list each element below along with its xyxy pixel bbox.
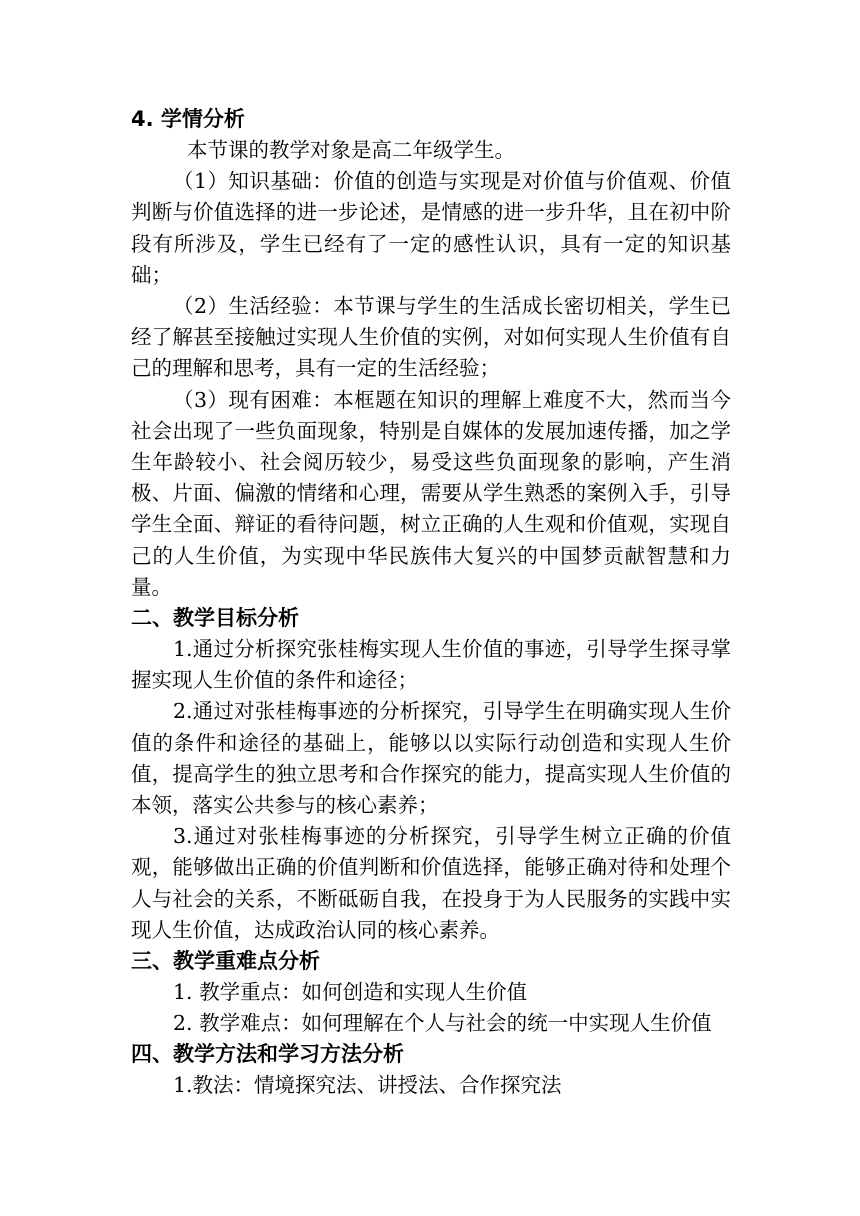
section-heading-learner-analysis: 4. 学情分析 <box>131 107 245 131</box>
paragraph-life-experience: （2）生活经验：本节课与学生的生活成长密切相关，学生已经了解甚至接触过实现人生价值的实例，对如何实现人生价值有自己的理解和思考，具有一定的生活经验； <box>131 294 731 381</box>
paragraph-teaching-target: 本节课的教学对象是高二年级学生。 <box>187 138 515 162</box>
section-heading-teaching-methods: 四、教学方法和学习方法分析 <box>131 1042 404 1067</box>
document-body <box>131 104 731 1102</box>
paragraph-objective-3: 3.通过对张桂梅事迹的分析探究，引导学生树立正确的价值观，能够做出正确的价值判断和价值选择，能够正确对待和处理个人与社会的关系，不断砥砺自我，在投身于为人民服务的实践中实现人生价值，达成政治认同的核心素养。 <box>131 824 731 942</box>
paragraph-objective-2: 2.通过对张桂梅事迹的分析探究，引导学生在明确实现人生价值的条件和途径的基础上，能够以以实际行动创造和实现人生价值，提高学生的独立思考和合作探究的能力，提高实现人生价值的本领，落实公共参与的核心素养； <box>131 699 731 818</box>
paragraph-difficult-point: 2. 教学难点：如何理解在个人与社会的统一中实现人生价值 <box>173 1011 712 1036</box>
paragraph-key-point: 1. 教学重点：如何创造和实现人生价值 <box>173 980 528 1005</box>
paragraph-current-difficulty: （3）现有困难：本框题在知识的理解上难度不大，然而当今社会出现了一些负面现象，特别是自媒体的发展加速传播，加之学生年龄较小、社会阅历较少，易受这些负面现象的影响，产生消极、片面、偏激的情绪和心理，需要从学生熟悉的案例入手，引导学生全面、辩证的看待问题，树立正确的人生观和价值观，实现自己的人生价值，为实现中华民族伟大复兴的中国梦贡献智慧和力量。 <box>131 387 731 599</box>
section-heading-teaching-objectives: 二、教学目标分析 <box>131 606 299 631</box>
paragraph-knowledge-basis: （1）知识基础：价值的创造与实现是对价值与价值观、价值判断与价值选择的进一步论述，是情感的进一步升华，且在初中阶段有所涉及，学生已经有了一定的感性认识，具有一定的知识基础； <box>131 169 731 287</box>
paragraph-teaching-method: 1.教法：情境探究法、讲授法、合作探究法 <box>173 1073 562 1098</box>
paragraph-objective-1: 1.通过分析探究张桂梅实现人生价值的事迹，引导学生探寻掌握实现人生价值的条件和途径； <box>131 637 731 693</box>
section-heading-key-difficult-points: 三、教学重难点分析 <box>131 949 320 974</box>
